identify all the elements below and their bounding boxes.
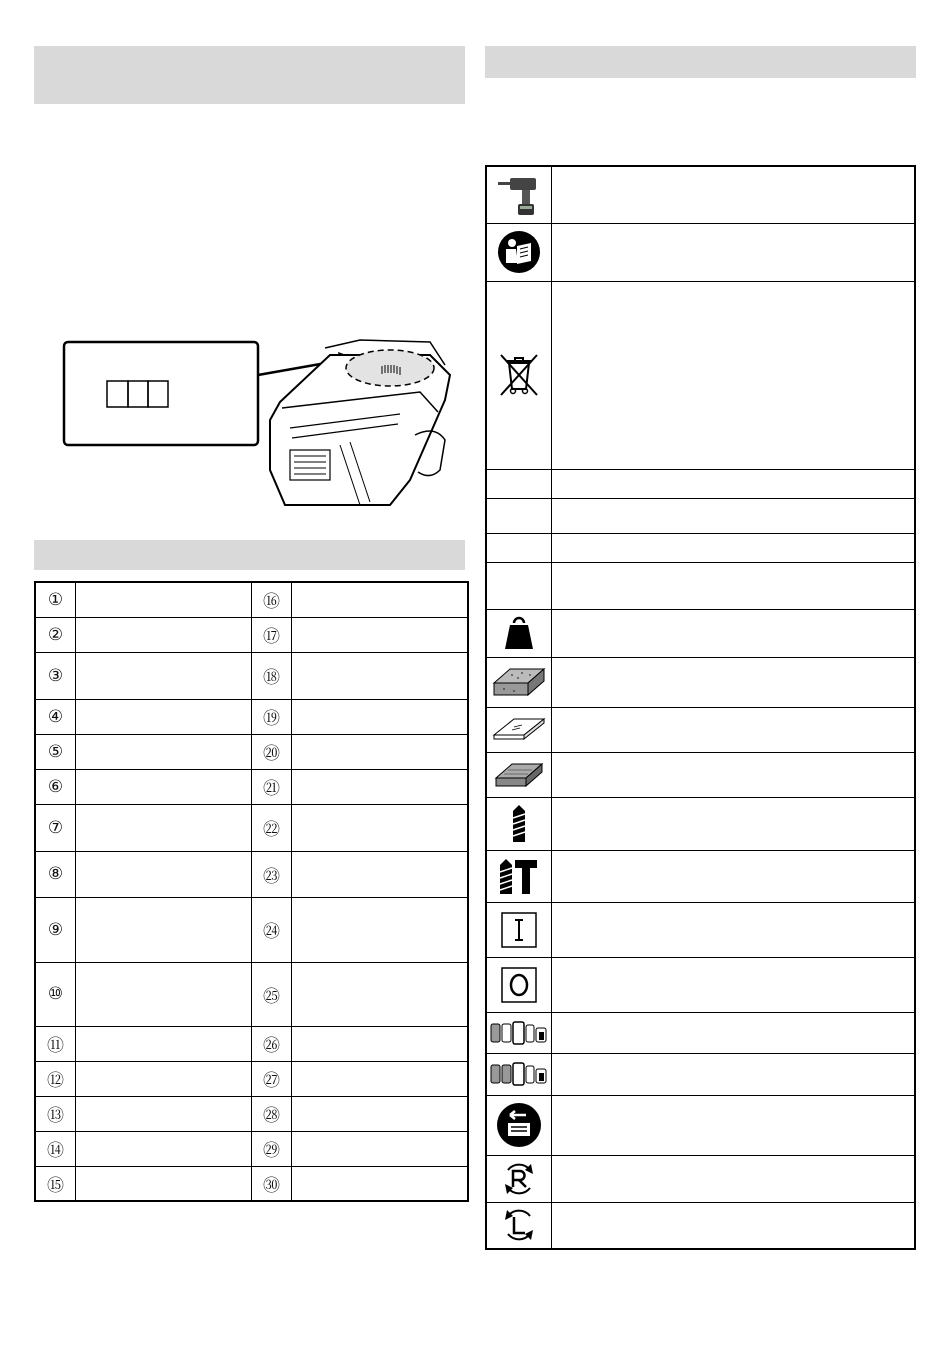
- parts-table: [34, 581, 469, 1202]
- table-row: [486, 562, 915, 609]
- table-row: [35, 582, 468, 617]
- symbol-description: [552, 1095, 916, 1155]
- table-row: [486, 850, 915, 902]
- part-name-cell: [292, 1166, 469, 1201]
- part-number: ④: [35, 699, 76, 734]
- table-row: [486, 1202, 915, 1249]
- part-name-cell: [76, 962, 252, 1026]
- part-number: ⑯: [252, 582, 292, 617]
- part-number: ⑦: [35, 804, 76, 851]
- symbol-description: [552, 957, 916, 1012]
- table-row: [486, 533, 915, 562]
- part-number: ⑳: [252, 734, 292, 769]
- part-name-cell: [76, 1026, 252, 1061]
- part-number: ⑤: [35, 734, 76, 769]
- symbols-table: [485, 165, 916, 1250]
- crossed-bin-icon: [497, 351, 541, 399]
- table-row: [35, 851, 468, 897]
- table-row: [35, 652, 468, 699]
- part-name-cell: [76, 1061, 252, 1096]
- symbol-cell: [486, 902, 552, 957]
- part-name-cell: [76, 769, 252, 804]
- symbol-cell: [486, 498, 552, 533]
- symbol-cell: [486, 166, 552, 223]
- part-number: ⑰: [252, 617, 292, 652]
- part-name-cell: [76, 582, 252, 617]
- table-row: [35, 962, 468, 1026]
- part-number: ⑧: [35, 851, 76, 897]
- part-name-cell: [76, 851, 252, 897]
- symbol-description: [552, 498, 916, 533]
- part-number: ⑥: [35, 769, 76, 804]
- battery-serial-illustration: [60, 330, 460, 515]
- part-name-cell: [292, 1061, 469, 1096]
- part-number: ㉒: [252, 804, 292, 851]
- symbol-cell: [486, 562, 552, 609]
- table-row: [35, 897, 468, 962]
- table-row: [35, 769, 468, 804]
- part-number: ②: [35, 617, 76, 652]
- table-row: [486, 166, 915, 223]
- part-name-cell: [76, 897, 252, 962]
- part-number: ⑲: [252, 699, 292, 734]
- part-name-cell: [292, 962, 469, 1026]
- part-name-cell: [76, 652, 252, 699]
- table-row: [486, 707, 915, 752]
- weight-icon: [504, 615, 534, 651]
- symbol-cell: [486, 609, 552, 657]
- table-row: [486, 1012, 915, 1053]
- symbol-description: [552, 469, 916, 498]
- part-number: ㉖: [252, 1026, 292, 1061]
- part-name-cell: [292, 1026, 469, 1061]
- right-header-band: [485, 46, 916, 78]
- part-number: ⑩: [35, 962, 76, 1026]
- symbol-description: [552, 707, 916, 752]
- symbol-cell: [486, 1012, 552, 1053]
- drill-hammer-icon: [499, 856, 539, 896]
- table-row: [486, 498, 915, 533]
- table-row: [486, 657, 915, 707]
- symbol-cell: [486, 223, 552, 281]
- part-number: ㉕: [252, 962, 292, 1026]
- symbol-description: [552, 533, 916, 562]
- table-row: [486, 957, 915, 1012]
- table-row: [35, 699, 468, 734]
- battery-level-icon: [490, 1021, 548, 1045]
- symbol-cell: [486, 469, 552, 498]
- part-name-cell: [76, 734, 252, 769]
- table-row: [35, 1131, 468, 1166]
- part-number: ㉑: [252, 769, 292, 804]
- drill-bit-icon: [511, 804, 527, 844]
- part-name-cell: [292, 617, 469, 652]
- symbol-description: [552, 902, 916, 957]
- symbol-cell: [486, 657, 552, 707]
- switch-on-icon: [501, 912, 537, 948]
- table-row: [35, 734, 468, 769]
- symbol-cell: [486, 707, 552, 752]
- part-name-cell: [292, 652, 469, 699]
- part-number: ⑭: [35, 1131, 76, 1166]
- table-row: [486, 223, 915, 281]
- symbol-cell: [486, 533, 552, 562]
- parts-header-band: [34, 540, 465, 570]
- table-row: [486, 469, 915, 498]
- part-number: ㉗: [252, 1061, 292, 1096]
- part-number: ㉙: [252, 1131, 292, 1166]
- symbol-description: [552, 609, 916, 657]
- part-number: ③: [35, 652, 76, 699]
- read-manual-icon: [497, 230, 541, 274]
- symbol-description: [552, 1202, 916, 1249]
- part-number: ㉘: [252, 1096, 292, 1131]
- part-name-cell: [292, 1096, 469, 1131]
- part-name-cell: [76, 804, 252, 851]
- battery-level-icon: [490, 1062, 548, 1086]
- symbol-cell: [486, 797, 552, 850]
- symbol-description: [552, 657, 916, 707]
- symbol-description: [552, 166, 916, 223]
- part-name-cell: [292, 699, 469, 734]
- symbol-description: [552, 562, 916, 609]
- table-row: [486, 281, 915, 469]
- part-number: ⑱: [252, 652, 292, 699]
- rotation-right-icon: [500, 1160, 538, 1198]
- symbol-description: [552, 752, 916, 797]
- symbol-description: [552, 1155, 916, 1202]
- symbol-description: [552, 1012, 916, 1053]
- serial-highlight: [346, 350, 434, 386]
- part-number: ㉚: [252, 1166, 292, 1201]
- concrete-block-icon: [492, 665, 546, 699]
- symbol-cell: [486, 752, 552, 797]
- part-number: ⑫: [35, 1061, 76, 1096]
- switch-off-icon: [501, 967, 537, 1003]
- symbol-description: [552, 797, 916, 850]
- part-name-cell: [292, 851, 469, 897]
- table-row: [35, 804, 468, 851]
- symbol-cell: [486, 957, 552, 1012]
- table-row: [486, 1155, 915, 1202]
- table-row: [35, 1166, 468, 1201]
- part-number: ①: [35, 582, 76, 617]
- left-header-band: [34, 46, 465, 104]
- part-name-cell: [292, 897, 469, 962]
- table-row: [35, 1096, 468, 1131]
- table-row: [486, 752, 915, 797]
- table-row: [35, 1026, 468, 1061]
- serial-label-box: [64, 342, 258, 445]
- part-number: ⑪: [35, 1026, 76, 1061]
- symbol-cell: [486, 850, 552, 902]
- metal-plate-icon: [492, 715, 546, 745]
- symbol-description: [552, 281, 916, 469]
- rotation-left-icon: [500, 1206, 538, 1244]
- symbol-description: [552, 1053, 916, 1095]
- symbol-cell: [486, 1053, 552, 1095]
- part-number: ⑮: [35, 1166, 76, 1201]
- part-name-cell: [76, 1131, 252, 1166]
- part-name-cell: [76, 617, 252, 652]
- wood-plank-icon: [494, 760, 544, 790]
- part-number: ㉔: [252, 897, 292, 962]
- symbol-description: [552, 223, 916, 281]
- hammer-drill-icon: [496, 172, 542, 218]
- battery-release-icon: [496, 1102, 542, 1148]
- part-number: ⑬: [35, 1096, 76, 1131]
- table-row: [35, 1061, 468, 1096]
- symbol-cell: [486, 1155, 552, 1202]
- table-row: [35, 617, 468, 652]
- symbol-cell: [486, 1095, 552, 1155]
- part-name-cell: [76, 699, 252, 734]
- part-name-cell: [292, 804, 469, 851]
- part-name-cell: [76, 1096, 252, 1131]
- part-number: ㉓: [252, 851, 292, 897]
- part-name-cell: [292, 582, 469, 617]
- symbol-description: [552, 850, 916, 902]
- part-name-cell: [76, 1166, 252, 1201]
- part-name-cell: [292, 1131, 469, 1166]
- table-row: [486, 609, 915, 657]
- part-number: ⑨: [35, 897, 76, 962]
- table-row: [486, 797, 915, 850]
- part-name-cell: [292, 769, 469, 804]
- table-row: [486, 1095, 915, 1155]
- table-row: [486, 1053, 915, 1095]
- symbol-cell: [486, 281, 552, 469]
- table-row: [486, 902, 915, 957]
- symbol-cell: [486, 1202, 552, 1249]
- part-name-cell: [292, 734, 469, 769]
